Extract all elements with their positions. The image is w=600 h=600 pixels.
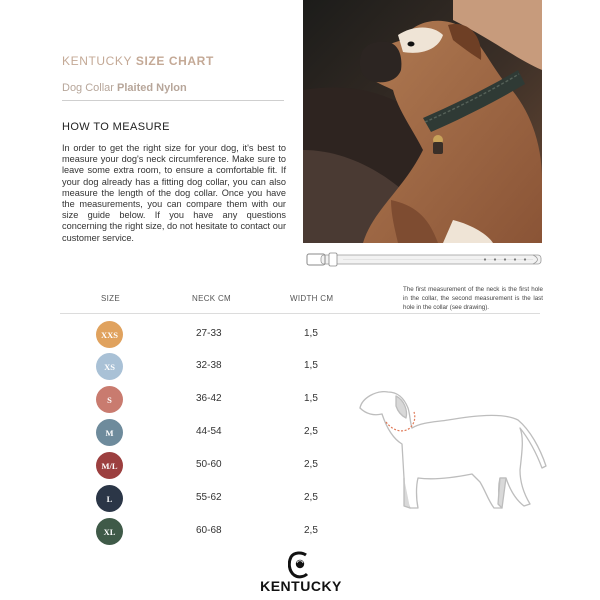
- title-rest: SIZE CHART: [135, 54, 214, 68]
- subtitle-bold: Plaited Nylon: [117, 82, 187, 94]
- header-width-cm: WIDTH CM: [290, 294, 334, 303]
- width-cm-value: 1,5: [304, 393, 318, 404]
- header-neck-cm: NECK CM: [192, 294, 231, 303]
- neck-cm-value: 36-42: [196, 393, 222, 404]
- neck-cm-value: 50-60: [196, 459, 222, 470]
- header-divider: [62, 100, 284, 101]
- subtitle-plain: Dog Collar: [62, 82, 114, 94]
- dog-measure-illustration: [352, 382, 548, 514]
- dog-collar-photo: [303, 0, 542, 243]
- kentucky-logo-text: KENTUCKY: [260, 578, 342, 594]
- collar-measurement-note: The first measurement of the neck is the first hole in the collar, the second measurement is the last hole in the collar (see drawing).: [403, 286, 543, 311]
- table-divider: [60, 313, 540, 314]
- size-badge: M: [96, 419, 123, 446]
- width-cm-value: 2,5: [304, 492, 318, 503]
- kentucky-logo-icon: [288, 551, 310, 579]
- table-row: [0, 353, 600, 379]
- size-badge: M/L: [96, 452, 123, 479]
- product-subtitle: [62, 82, 187, 94]
- table-row: [0, 321, 600, 347]
- neck-cm-value: 55-62: [196, 492, 222, 503]
- size-badge: XXS: [96, 321, 123, 348]
- width-cm-value: 2,5: [304, 459, 318, 470]
- size-badge: XS: [96, 353, 123, 380]
- size-badge: XL: [96, 518, 123, 545]
- width-cm-value: 2,5: [304, 525, 318, 536]
- width-cm-value: 1,5: [304, 360, 318, 371]
- header-size: SIZE: [101, 294, 120, 303]
- width-cm-value: 2,5: [304, 426, 318, 437]
- table-row: [0, 518, 600, 544]
- collar-diagram: [303, 248, 543, 272]
- how-to-measure-heading: HOW TO MEASURE: [62, 121, 170, 133]
- size-badge: L: [96, 485, 123, 512]
- size-badge: S: [96, 386, 123, 413]
- neck-cm-value: 32-38: [196, 360, 222, 371]
- neck-cm-value: 27-33: [196, 328, 222, 339]
- width-cm-value: 1,5: [304, 328, 318, 339]
- how-to-measure-text: In order to get the right size for your dog, it's best to measure your dog's neck circumference. Make sure to leave some extra room, to ensure a comfortable fit. If your dog already has a fitting dog collar, you can also measure the length of the dog collar. Once you have the measurements, you can compare them with our size guide below. If you have any questions concerning the right size, do not hesitate to contact our customer service.: [62, 143, 286, 243]
- page-title: [62, 54, 214, 68]
- neck-cm-value: 44-54: [196, 426, 222, 437]
- neck-cm-value: 60-68: [196, 525, 222, 536]
- title-brand: KENTUCKY: [62, 54, 132, 68]
